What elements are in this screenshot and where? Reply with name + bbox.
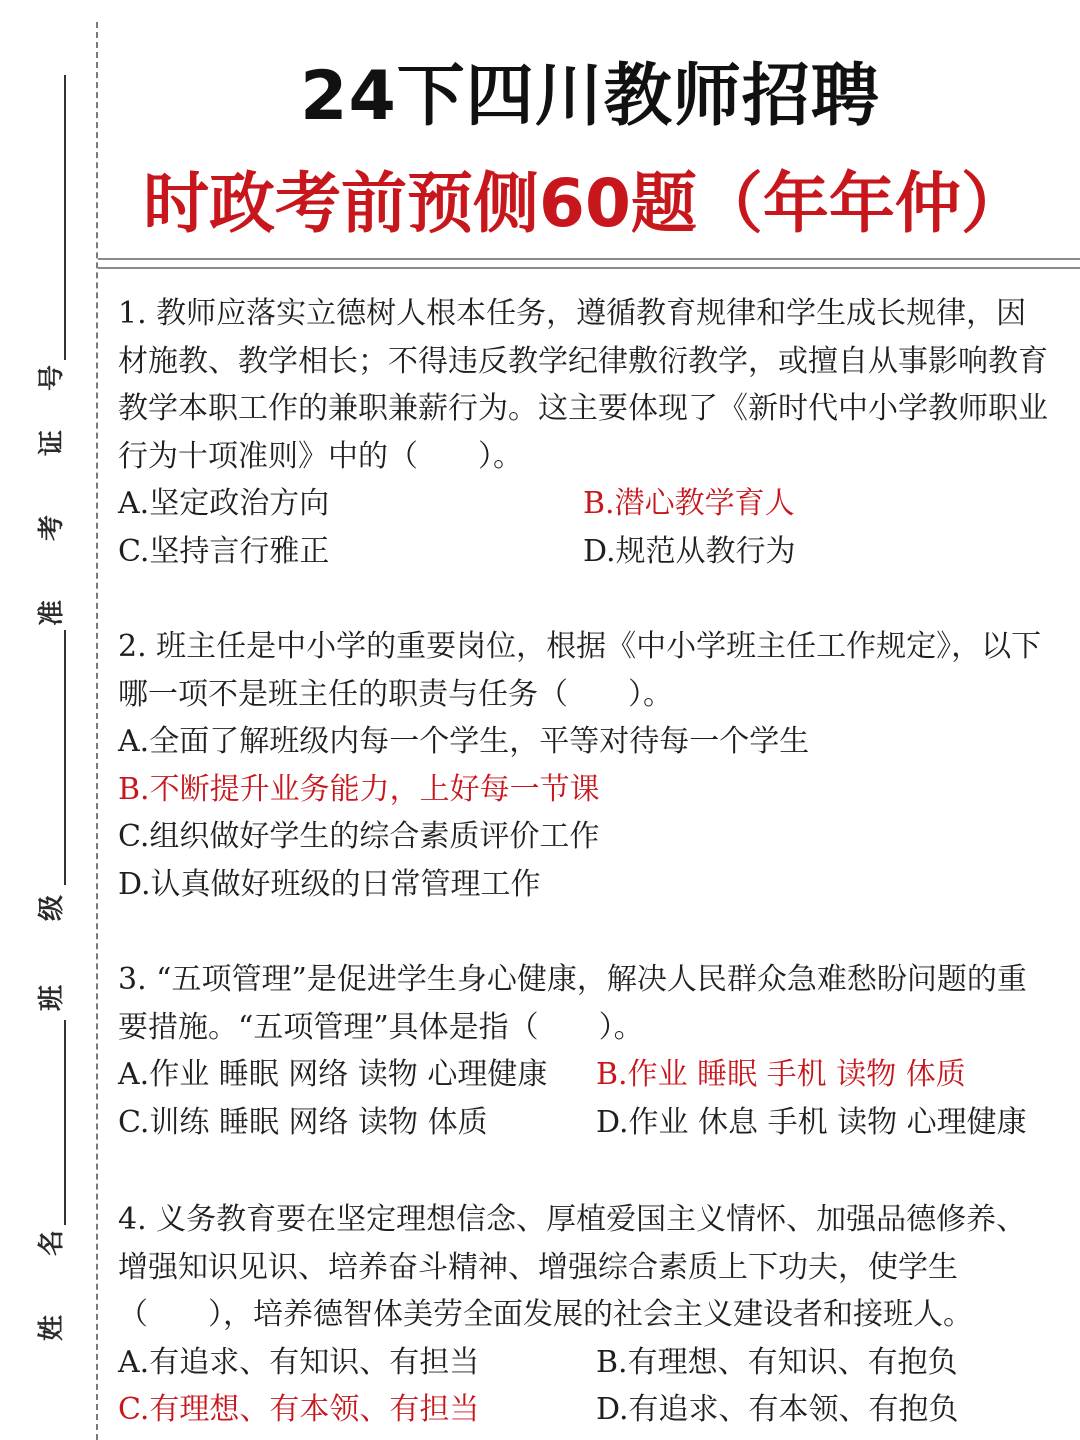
question-list <box>118 290 1053 1434</box>
option-b-correct: B.潜心教学育人 <box>583 486 795 521</box>
option-a: A.有追求、有知识、有担当 <box>118 1344 480 1380</box>
exam-id-blank-line <box>64 75 66 360</box>
option-a: A.全面了解班级内每一个学生，平等对待每一个学生 <box>118 724 810 759</box>
header-rule-top <box>98 258 1080 260</box>
question-1 <box>118 290 1053 575</box>
class-blank-line <box>64 630 66 885</box>
class-label-char-2: 级 <box>37 895 67 922</box>
option-c-correct: C.有理想、有本领、有担当 <box>118 1392 480 1427</box>
option-d: D.认真做好班级的日常管理工作 <box>118 866 541 902</box>
question-stem: 4. 义务教育要在坚定理想信念、厚植爱国主义情怀、加强品德修养、增强知识见识、培养奋斗精神、增强综合素质上下功夫，使学生（ ），培养德智体美劳全面发展的社会主义建设者和接班人。 <box>118 1202 1027 1332</box>
option-d: D.规范从教行为 <box>583 533 796 569</box>
option-b: B.有理想、有知识、有抱负 <box>596 1344 958 1380</box>
question-stem: 3. “五项管理”是促进学生身心健康，解决人民群众急难愁盼问题的重要措施。“五项管理”具体是指（ ）。 <box>118 962 1027 1045</box>
page-subtitle: 时政考前预侧60题（年年仲） <box>143 165 1027 242</box>
option-d: D.作业 休息 手机 读物 心理健康 <box>596 1104 1027 1140</box>
option-b-correct: B.作业 睡眠 手机 读物 体质 <box>596 1057 966 1092</box>
option-c: C.坚持言行雅正 <box>118 533 330 569</box>
question-3 <box>118 956 1053 1146</box>
exam-id-label-char-3: 证 <box>37 430 67 457</box>
option-b-correct: B.不断提升业务能力，上好每一节课 <box>118 771 600 807</box>
question-stem: 2. 班主任是中小学的重要岗位，根据《中小学班主任工作规定》，以下哪一项不是班主任的职责与任务（ ）。 <box>118 629 1042 712</box>
options <box>118 1051 1053 1146</box>
page-title: 24下四川教师招聘 <box>300 57 880 136</box>
binding-dashed-line <box>96 22 98 1440</box>
option-a: A.坚定政治方向 <box>118 486 330 521</box>
options <box>118 480 1053 575</box>
name-label-char-2: 名 <box>37 1230 67 1257</box>
question-stem: 1. 教师应落实立德树人根本任务，遵循教育规律和学生成长规律，因材施教、教学相长；不得违反教学纪律敷衍教学，或擅自从事影响教育教学本职工作的兼职兼薪行为。这主要体现了《新时代中小学教师职业行为十项准则》中的（ ）。 <box>118 296 1048 474</box>
exam-id-label-char-1: 准 <box>37 600 67 627</box>
options <box>118 1339 1053 1434</box>
class-label-char-1: 班 <box>37 985 67 1012</box>
question-2 <box>118 623 1053 908</box>
option-d: D.有追求、有本领、有抱负 <box>596 1392 959 1427</box>
exam-id-label-char-4: 号 <box>37 365 67 392</box>
name-blank-line <box>64 1020 66 1225</box>
name-label-char-1: 姓 <box>37 1315 67 1342</box>
option-c: C.组织做好学生的综合素质评价工作 <box>118 819 600 854</box>
exam-id-label-char-2: 考 <box>37 515 67 542</box>
header-rule-bottom <box>98 267 1080 269</box>
question-4 <box>118 1196 1053 1434</box>
option-a: A.作业 睡眠 网络 读物 心理健康 <box>118 1057 548 1092</box>
option-c: C.训练 睡眠 网络 读物 体质 <box>118 1104 488 1140</box>
